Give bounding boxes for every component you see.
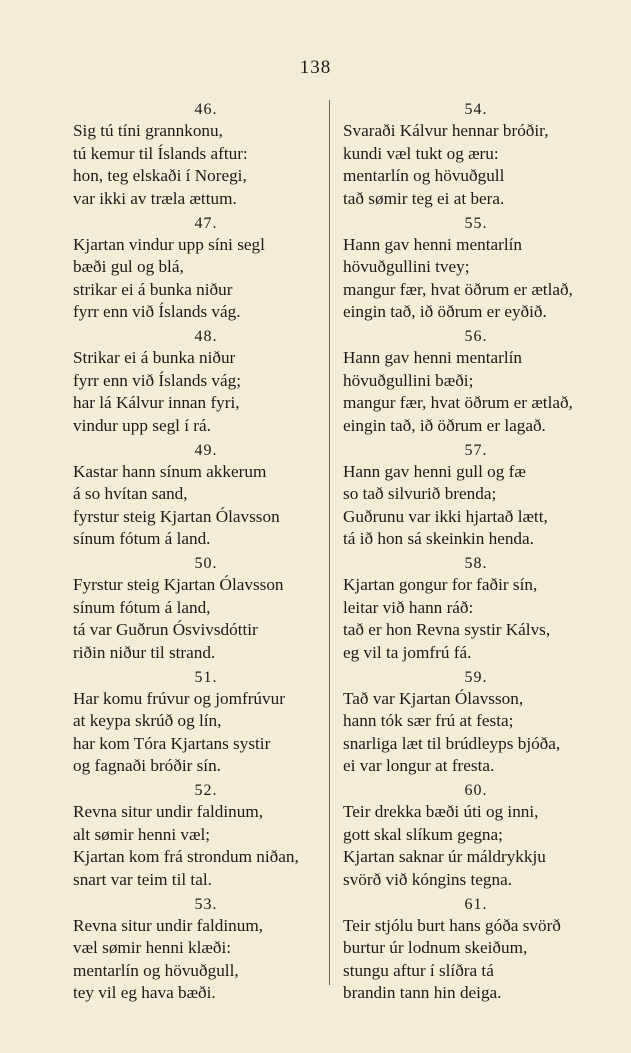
verse-line: Revna situr undir faldinum, [73,915,263,935]
stanza-number: 60. [464,782,488,799]
verse-line: Strikar ei á bunka niður [73,348,236,367]
right-column [343,99,605,1007]
stanza [73,213,335,327]
verse-line: Svaraði Kálvur hennar bróðir, [343,121,549,140]
stanza [73,553,335,667]
verse-line: var ikki av træla ættum. [73,188,237,208]
verse-line: sínum fótum á land. [73,529,211,549]
stanza [73,894,335,1008]
left-column [73,99,335,1007]
verse-line: riðin niður til strand. [73,642,216,662]
verse-line: Revna situr undir faldinum, [73,802,263,821]
verse-line: tú kemur til Íslands aftur: [73,143,248,163]
verse-line: væl sømir henni klæði: [73,938,232,958]
stanza-number: 61. [464,895,488,913]
verse-line: ei var longur at fresta. [343,756,495,776]
verse-line: kundi væl tukt og æru: [343,143,499,163]
stanza-number: 58. [464,555,488,572]
stanza-number: 55. [464,214,488,232]
verse-line: á so hvítan sand, [73,484,188,504]
verse-line: tað sømir teg ei at bera. [343,188,505,208]
column-divider [329,100,330,985]
verse-line: Fyrstur steig Kjartan Ólavsson [73,575,284,594]
stanza-number: 52. [194,782,218,799]
stanza-number: 51. [194,668,218,686]
verse-line: snarliga læt til brúdleyps bjóða, [343,733,561,753]
stanza [73,326,335,440]
verse-line: eingin tað, ið öðrum er eyðið. [343,302,547,322]
verse-line: at keypa skrúð og lín, [73,711,222,731]
verse-line: Har komu frúvur og jomfrúvur [73,688,285,708]
verse-line: Kjartan saknar úr máldrykkju [343,847,546,867]
verse-line: mangur fær, hvat öðrum er ætlað, [343,393,573,413]
verse-line: Tað var Kjartan Ólavsson, [343,688,524,708]
stanza-number: 53. [194,895,218,913]
verse-line: Kastar hann sínum akkerum [73,461,267,481]
verse-line: fyrr enn við Íslands vág. [73,302,241,322]
stanza-number: 50. [194,555,218,572]
stanza [343,326,605,440]
verse-line: strikar ei á bunka niður [73,279,233,299]
verse-line: har kom Tóra Kjartans systir [73,733,271,753]
verse-line: har lá Kálvur innan fyri, [73,393,240,413]
stanza-number: 59. [464,668,488,686]
stanza-number: 57. [464,441,488,459]
verse-line: eg vil ta jomfrú fá. [343,642,472,662]
verse-line: bæði gul og blá, [73,257,184,277]
verse-line: Kjartan vindur upp síni segl [73,234,265,254]
verse-line: Hann gav henni mentarlín [343,234,522,254]
verse-line: Teir stjólu burt hans góða svörð [343,915,561,935]
verse-line: brandin tann hin deiga. [343,983,502,1003]
verse-line: so tað silvurið brenda; [343,484,497,504]
stanza-number: 54. [464,101,488,118]
verse-line: sínum fótum á land, [73,597,211,617]
verse-line: mentarlín og hövuðgull [343,166,505,186]
verse-line: hon, teg elskaði í Noregi, [73,166,247,186]
verse-line: Hann gav henni gull og fæ [343,461,526,481]
stanza-number: 46. [194,101,218,118]
verse-line: fyrr enn við Íslands vág; [73,370,242,390]
stanza [343,780,605,894]
stanza [73,440,335,554]
verse-line: hövuðgullini bæði; [343,370,474,390]
verse-line: vindur upp segl í rá. [73,415,211,435]
verse-line: Kjartan kom frá strondum niðan, [73,847,299,867]
stanza [343,667,605,781]
verse-line: svörð við kóngins tegna. [343,869,512,889]
verse-line: Hann gav henni mentarlín [343,348,522,367]
stanza [343,894,605,1008]
verse-line: tey vil eg hava bæði. [73,983,216,1003]
stanza [343,440,605,554]
verse-line: tá ið hon sá skeinkin henda. [343,529,534,549]
verse-line: leitar við hann ráð: [343,597,474,617]
stanza-number: 49. [194,441,218,459]
verse-line: Sig tú tíni grannkonu, [73,121,223,140]
verse-line: snart var teim til tal. [73,869,212,889]
verse-line: Kjartan gongur for faðir sín, [343,575,538,594]
stanza [73,667,335,781]
verse-line: tá var Guðrun Ósvivsdóttir [73,620,258,640]
verse-line: Guðrunu var ikki hjartað lætt, [343,506,548,526]
page-number: 138 [299,57,332,78]
verse-line: mentarlín og hövuðgull, [73,960,239,980]
stanza [343,553,605,667]
stanza [73,780,335,894]
verse-line: gott skal slíkum gegna; [343,824,503,844]
verse-line: stungu aftur í slíðra tá [343,960,494,980]
stanza [343,99,605,213]
verse-line: eingin tað, ið öðrum er lagað. [343,415,546,435]
verse-line: fyrstur steig Kjartan Ólavsson [73,506,280,526]
verse-line: Teir drekka bæði úti og inni, [343,802,539,821]
verse-line: alt sømir henni væl; [73,824,211,844]
stanza-number: 48. [194,328,218,345]
stanza [343,213,605,327]
verse-line: burtur úr lodnum skeiðum, [343,938,528,958]
stanza-number: 47. [194,214,218,232]
verse-line: mangur fær, hvat öðrum er ætlað, [343,279,573,299]
stanza-number: 56. [464,328,488,345]
stanza [73,99,335,213]
verse-line: hann tók sær frú at festa; [343,711,514,731]
verse-line: tað er hon Revna systir Kálvs, [343,620,551,640]
verse-line: og fagnaði bróðir sín. [73,756,221,776]
verse-line: hövuðgullini tvey; [343,257,470,277]
